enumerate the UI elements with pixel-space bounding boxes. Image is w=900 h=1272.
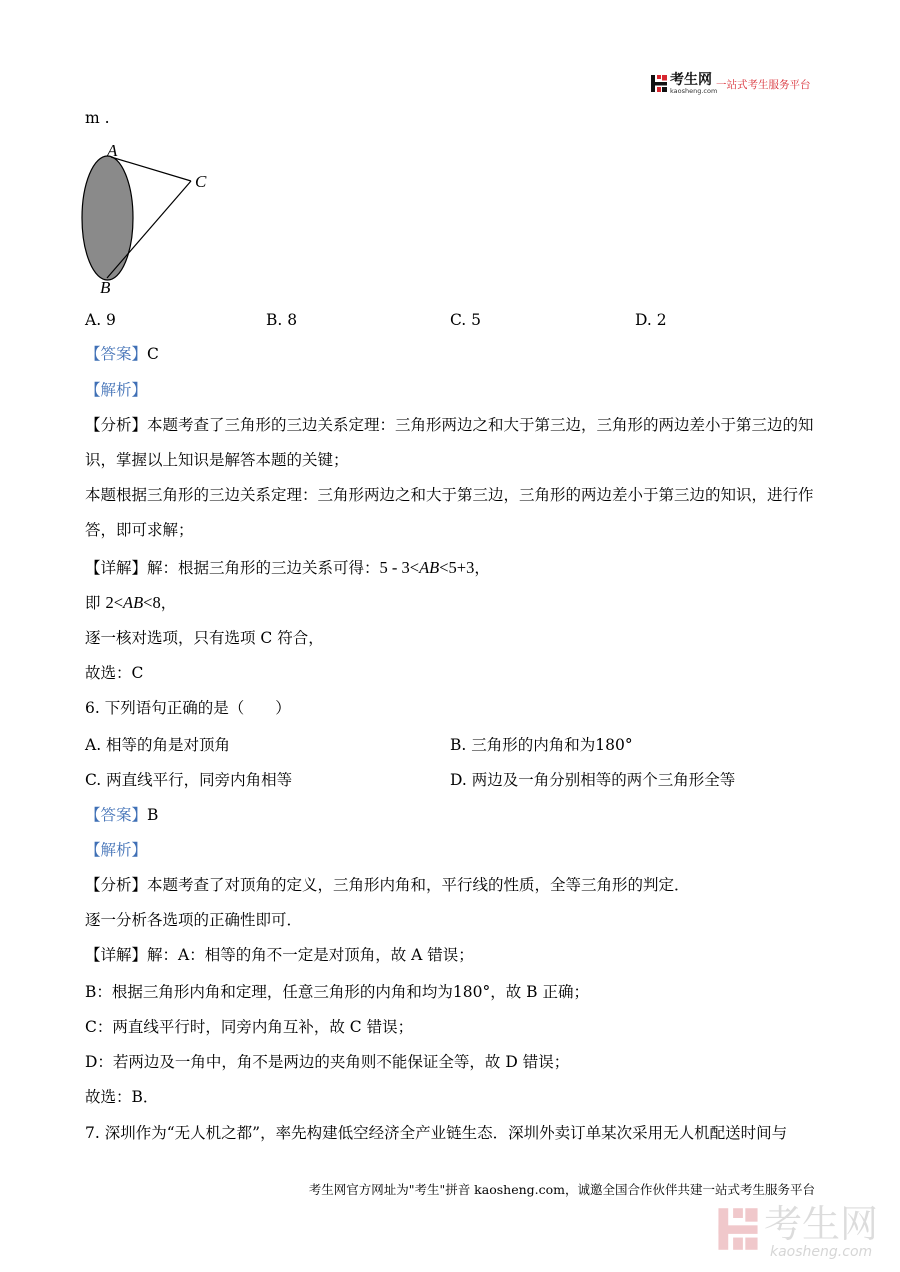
q6-detail-line-3: C：两直线平行时，同旁内角互补，故 C 错误； [85,1018,414,1036]
q5-analysis-line-3: 本题根据三角形的三边关系定理：三角形两边之和大于第三边，三角形的两边差小于第三边的知识，进行作 [85,486,814,504]
range-suffix: ， [160,594,177,612]
q6-analysis-line-1: 【分析】本题考查了对顶角的定义，三角形内角和，平行线的性质，全等三角形的判定． [85,876,690,894]
watermark-domain: kaosheng.com [770,1244,873,1260]
detail-prefix: 【详解】解：根据三角形的三边关系可得： [85,559,380,577]
brand-domain: kaosheng.com [670,87,718,95]
brand-slogan: 一站式考生服务平台 [716,79,811,91]
q5-check-line: 逐一核对选项，只有选项 C 符合， [85,629,324,647]
range-math-left: 2< [105,593,123,612]
range-prefix: 即 [85,594,106,612]
q6-option-a: A. 相等的角是对顶角 [85,736,231,754]
q6-option-c: C. 两直线平行，同旁内角相等 [85,771,293,789]
q5-unit-tail: m . [85,109,110,127]
q6-analysis-tag: 【解析】 [85,841,148,859]
brand-name: 考生网 [670,72,712,88]
q5-option-c: C. 5 [450,311,482,329]
answer-tag: 【答案】 [85,345,148,363]
q5-conclusion: 故选：C [85,664,144,682]
q5-answer-line [85,344,159,364]
q6-title: 6. 下列语句正确的是（ ） [85,699,291,717]
q6-conclusion: 故选：B． [85,1088,159,1106]
cone-figure [70,135,230,300]
range-math-var: AB [123,593,144,612]
q5-analysis-line-2: 识，掌握以上知识是解答本题的关键； [85,451,349,469]
base-ellipse [82,156,133,280]
q6-detail-line-2: B：根据三角形内角和定理，任意三角形的内角和均为180°，故 B 正确； [85,983,589,1001]
label-c: C [195,172,207,191]
watermark-name: 考生网 [764,1202,879,1246]
label-a: A [107,141,118,160]
detail-math-var: AB [419,558,440,577]
watermark-logo-icon [716,1204,760,1254]
q5-analysis-tag: 【解析】 [85,381,148,399]
q5-analysis-line-1: 【分析】本题考查了三角形的三边关系定理：三角形两边之和大于第三边，三角形的两边差小于第三边的知 [85,416,814,434]
q6-analysis-line-2: 逐一分析各选项的正确性即可． [85,911,303,929]
kaosheng-logo-icon [650,74,668,93]
page-footer: 考生网官方网址为"考生"拼音 kaosheng.com，诚邀全国合作伙伴共建一站式考生服务平台 [308,1182,815,1197]
q6-detail-line-4: D：若两边及一角中，角不是两边的夹角则不能保证全等，故 D 错误； [85,1053,570,1071]
answer-value: C [147,345,159,363]
detail-math-right: <5+3 [439,558,475,577]
q5-analysis-line-4: 答，即可求解； [85,521,194,539]
answer-value: B [147,806,159,824]
q5-range-line [85,593,176,613]
q5-option-b: B. 8 [266,311,298,329]
q5-option-d: D. 2 [635,311,667,329]
label-b: B [100,278,111,297]
q6-option-d: D. 两边及一角分别相等的两个三角形全等 [450,771,736,789]
q6-detail-line-1: 【详解】解：A：相等的角不一定是对顶角，故 A 错误； [85,946,474,964]
detail-suffix: ， [474,559,490,577]
q5-detail-line [85,558,490,578]
q5-option-a: A. 9 [85,311,116,329]
header-brand [650,73,820,95]
detail-math-left: 5 - 3< [379,558,420,577]
range-math-right: <8 [143,593,161,612]
answer-tag: 【答案】 [85,806,148,824]
q6-answer-line [85,805,158,825]
q6-option-b: B. 三角形的内角和为180° [450,736,633,754]
q7-title: 7. 深圳作为“无人机之都”，率先构建低空经济全产业链生态．深圳外卖订单某次采用无人机配送时间与 [85,1124,788,1142]
